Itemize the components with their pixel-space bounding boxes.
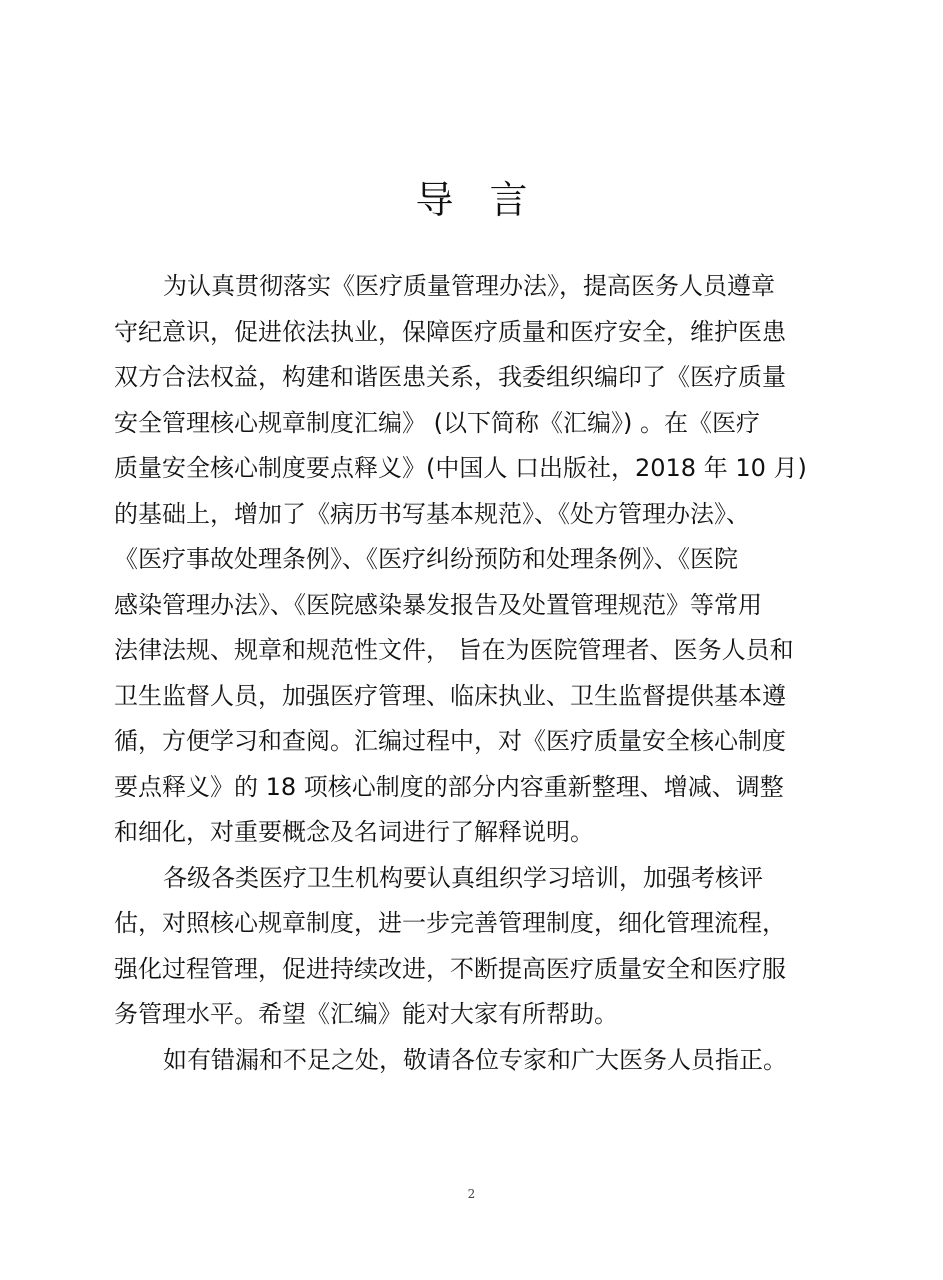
page-number: 2 — [467, 1187, 476, 1201]
paragraph-line: 安全管理核心规章制度汇编》 (以下简称《汇编》) 。在《医疗 — [114, 408, 760, 437]
paragraph-line: 务管理水平。希望《汇编》能对大家有所帮助。 — [114, 1000, 618, 1028]
paragraph-line: 双方合法权益，构建和谐医患关系，我委组织编印了《医疗质量 — [114, 363, 786, 391]
paragraph-line: 如有错漏和不足之处，敬请各位专家和广大医务人员指正。 — [163, 1045, 787, 1074]
paragraph-line: 强化过程管理，促进持续改进，不断提高医疗质量安全和医疗服 — [114, 954, 786, 983]
paragraph-line: 和细化，对重要概念及名词进行了解释说明。 — [114, 818, 594, 846]
preface-body — [114, 264, 826, 1083]
paragraph-line: 的基础上，增加了《病历书写基本规范》、《处方管理办法》、 — [114, 499, 750, 528]
paragraph-line: 卫生监督人员，加强医疗管理、临床执业、卫生监督提供基本遵 — [114, 681, 786, 710]
paragraph-line: 质量安全核心制度要点释义》(中国人 口出版社，2018 年 10 月) — [114, 454, 807, 482]
paragraph-line: 守纪意识，促进依法执业，保障医疗质量和医疗安全，维护医患 — [114, 317, 786, 346]
paragraph-line: 要点释义》的 18 项核心制度的部分内容重新整理、增减、调整 — [114, 772, 784, 801]
paragraph-line: 感染管理办法》、《医院感染暴发报告及处置管理规范》等常用 — [114, 590, 762, 619]
page-title: 导言 — [415, 178, 564, 222]
paragraph-line: 《医疗事故处理条例》、《医疗纠纷预防和处理条例》、《医院 — [114, 545, 738, 573]
paragraph-line: 各级各类医疗卫生机构要认真组织学习培训，加强考核评 — [163, 863, 763, 892]
paragraph-line: 循，方便学习和查阅。汇编过程中，对《医疗质量安全核心制度 — [114, 727, 786, 755]
paragraph-line: 估，对照核心规章制度，进一步完善管理制度，细化管理流程， — [114, 909, 786, 937]
paragraph-line: 为认真贯彻落实《医疗质量管理办法》，提高医务人员遵章 — [163, 272, 775, 300]
paragraph-line: 法律法规、规章和规范性文件， 旨在为医院管理者、医务人员和 — [114, 636, 794, 664]
